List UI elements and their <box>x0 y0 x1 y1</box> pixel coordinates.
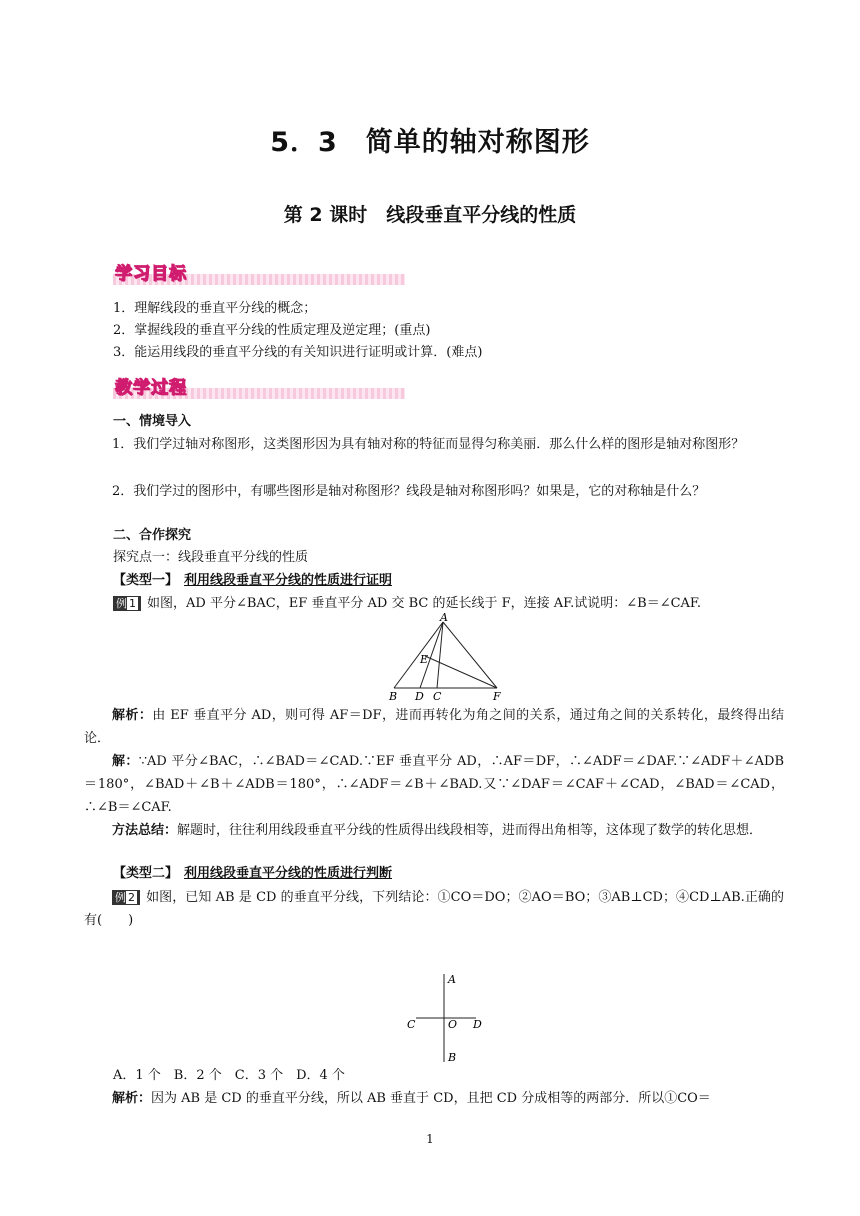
paragraph: 2．我们学过的图形中，有哪些图形是轴对称图形？线段是轴对称图形吗？如果是，它的对称轴是什么？ <box>112 484 706 499</box>
section-heading: 二、合作探究 <box>113 528 192 543</box>
analysis-paragraph: 解析：因为 AB 是 CD 的垂直平分线，所以 AB 垂直于 CD，且把 CD 分成相等的两部分．所以①CO＝ <box>112 1091 711 1106</box>
label-C: C <box>433 690 442 703</box>
label-A: A <box>440 612 448 624</box>
example-text: 如图，已知 AB 是 CD 的垂直平分线，下列结论：①CO＝DO；②AO＝BO；③AB⊥CD；④CD⊥AB.正确的有( ) <box>84 890 784 928</box>
perpendicular-figure <box>400 968 500 1068</box>
process-banner-label: 教学过程 <box>115 378 187 398</box>
type-heading <box>113 863 813 885</box>
example-badge: 例 2 <box>112 890 140 905</box>
method-paragraph: 方法总结：解题时，往往利用线段垂直平分线的性质得出线段相等，进而得出角相等，这体现了数学的转化思想． <box>112 823 763 838</box>
analysis-label: 解析： <box>112 1091 152 1106</box>
label-D: D <box>473 1018 482 1031</box>
objectives-banner-label: 学习目标 <box>115 264 187 284</box>
paragraph: 1．我们学过轴对称图形，这类图形因为具有轴对称的特征而显得匀称美丽．那么什么样的图形是轴对称图形？ <box>112 437 745 452</box>
objectives-banner <box>113 263 405 287</box>
objective-item: 1．理解线段的垂直平分线的概念； <box>113 301 317 316</box>
page-title: 5．3 简单的轴对称图形 <box>270 127 590 158</box>
label-E: E <box>420 653 429 666</box>
type-tag: 【类型二】 <box>113 866 179 881</box>
example-line <box>84 886 784 932</box>
objective-item: 2．掌握线段的垂直平分线的性质定理及逆定理；(重点) <box>113 323 431 338</box>
triangle-figure <box>380 612 520 704</box>
objective-item: 3．能运用线段的垂直平分线的有关知识进行证明或计算．(难点) <box>113 345 483 360</box>
label-C: C <box>407 1018 416 1031</box>
label-D: D <box>415 690 424 703</box>
lesson-subtitle: 第 2 课时 线段垂直平分线的性质 <box>283 204 577 226</box>
explore-point: 探究点一：线段垂直平分线的性质 <box>113 550 309 565</box>
page-number: 1 <box>426 1132 434 1146</box>
type-title: 利用线段垂直平分线的性质进行证明 <box>184 573 393 588</box>
label-O: O <box>448 1018 458 1031</box>
type-title: 利用线段垂直平分线的性质进行判断 <box>184 866 393 881</box>
solution-label: 解： <box>112 754 139 769</box>
section-heading: 一、情境导入 <box>113 414 192 429</box>
solution-paragraph: 解：∵AD 平分∠BAC，∴∠BAD＝∠CAD.∵EF 垂直平分 AD，∴AF＝DF，∴∠ADF＝∠DAF.∵∠ADF＋∠ADB＝180°，∠BAD＋∠B＋∠ADB＝180°，∴∠ADF＝∠B＋∠BAD.又∵∠DAF＝∠CAF＋∠CAD，∠BAD＝∠CAD，∴∠B＝∠CAF. <box>84 754 784 815</box>
example-text: 如图，AD 平分∠BAC，EF 垂直平分 AD 交 BC 的延长线于 F，连接 AF.试说明：∠B＝∠CAF. <box>147 596 702 611</box>
example-badge: 例 1 <box>113 596 141 611</box>
analysis-label: 解析： <box>112 708 153 723</box>
type-heading <box>113 570 813 592</box>
method-label: 方法总结： <box>112 823 178 838</box>
process-banner <box>113 377 405 401</box>
label-B: B <box>389 690 398 703</box>
type-tag: 【类型一】 <box>113 573 179 588</box>
label-F: F <box>493 690 501 703</box>
label-A: A <box>448 973 456 986</box>
answer-choices: A．1 个 B．2 个 C．3 个 D．4 个 <box>113 1068 345 1083</box>
analysis-paragraph: 解析：由 EF 垂直平分 AD，则可得 AF＝DF，进而再转化为角之间的关系，通过角之间的关系转化，最终得出结论． <box>84 708 784 746</box>
label-B: B <box>448 1051 457 1064</box>
